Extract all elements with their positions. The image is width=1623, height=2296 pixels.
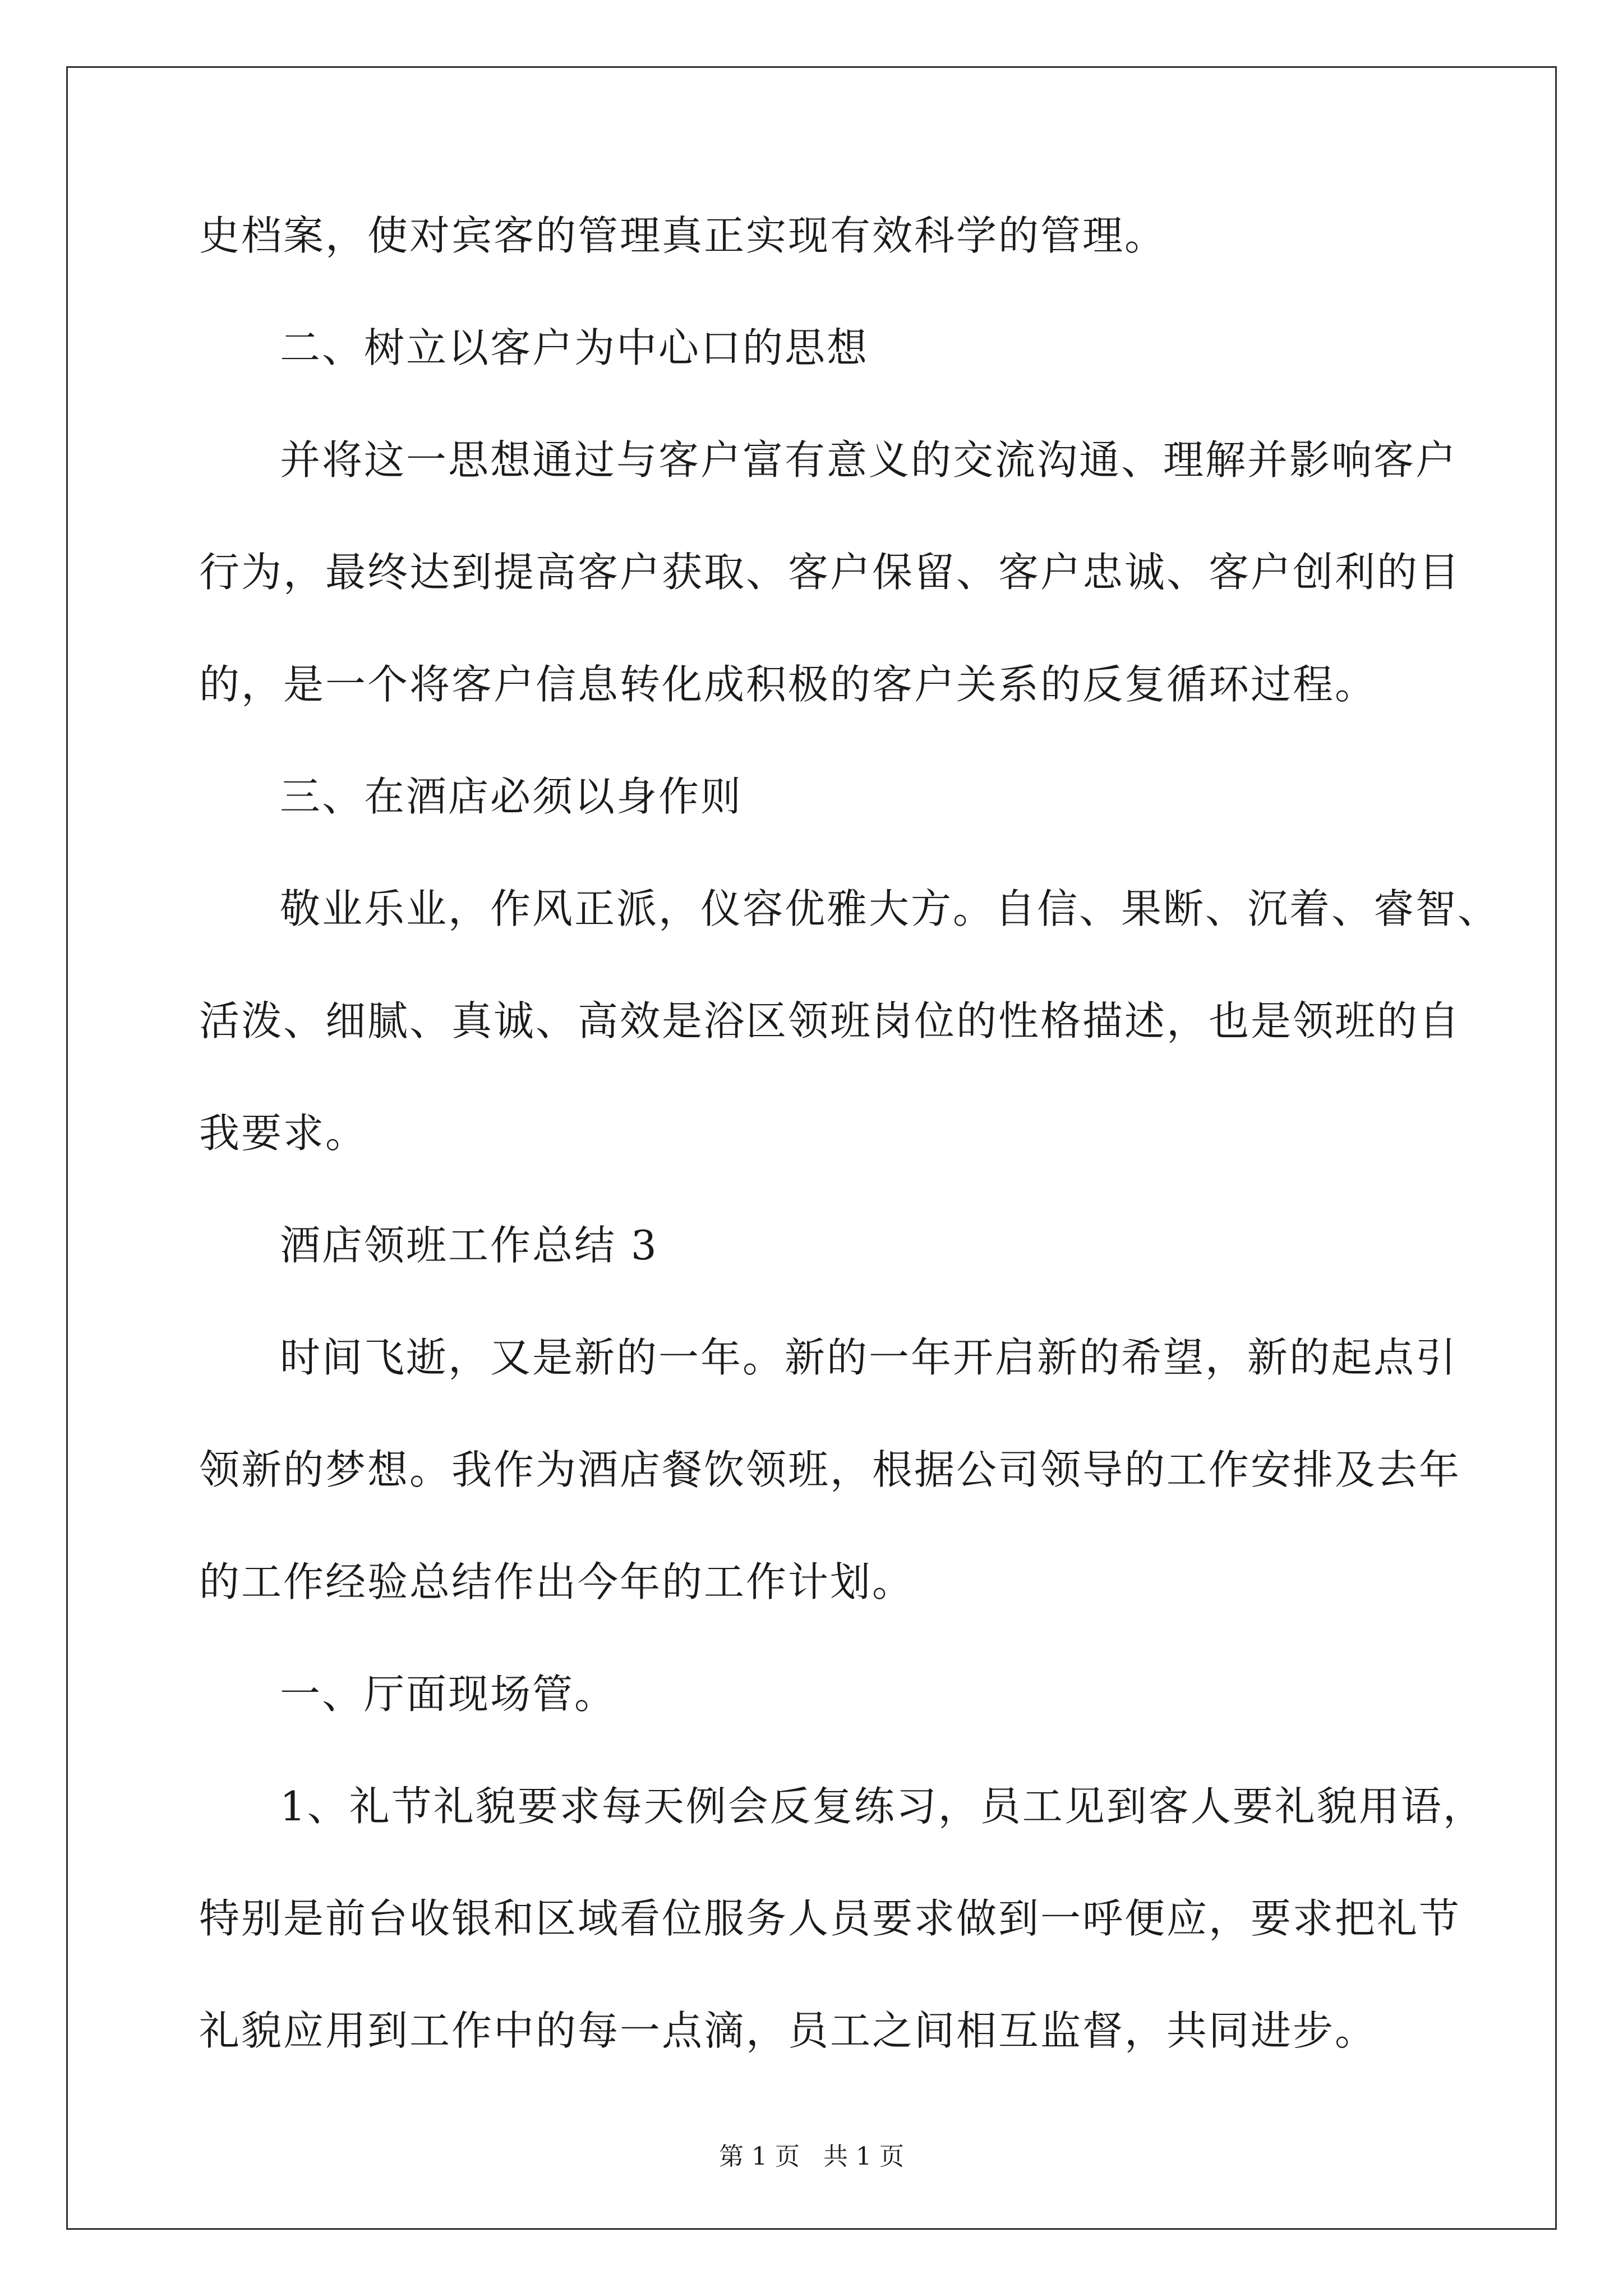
- text-line-17: 礼貌应用到工作中的每一点滴，员工之间相互监督，共同进步。: [199, 2007, 1377, 2054]
- text-line-5: 的，是一个将客户信息转化成积极的客户关系的反复循环过程。: [199, 661, 1377, 708]
- text-line-15: 1、礼节礼貌要求每天例会反复练习，员工见到客人要礼貌用语，: [280, 1783, 1485, 1830]
- text-line-3: 并将这一思想通过与客户富有意义的交流沟通、理解并影响客户: [280, 436, 1458, 484]
- section-heading-3: 三、在酒店必须以身作则: [280, 773, 743, 820]
- article-title: 酒店领班工作总结 3: [280, 1222, 658, 1269]
- section-heading-1: 一、厅面现场管。: [280, 1671, 617, 1718]
- text-line-7: 敬业乐业，作风正派，仪容优雅大方。自信、果断、沉着、睿智、: [280, 885, 1500, 932]
- text-line-13: 的工作经验总结作出今年的工作计划。: [199, 1558, 915, 1605]
- text-line-8: 活泼、细腻、真诚、高效是浴区领班岗位的性格描述，也是领班的自: [199, 997, 1461, 1045]
- text-line-1: 史档案，使对宾客的管理真正实现有效科学的管理。: [199, 212, 1167, 259]
- text-line-12: 领新的梦想。我作为酒店餐饮领班，根据公司领导的工作安排及去年: [199, 1446, 1461, 1493]
- text-line-16: 特别是前台收银和区域看位服务人员要求做到一呼便应，要求把礼节: [199, 1895, 1461, 1942]
- page-number: 第 1 页: [719, 2142, 800, 2171]
- text-line-4: 行为，最终达到提高客户获取、客户保留、客户忠诚、客户创利的目: [199, 549, 1461, 596]
- section-heading-2: 二、树立以客户为中心口的思想: [280, 324, 869, 371]
- text-line-9: 我要求。: [199, 1110, 368, 1157]
- page-footer: [0, 2140, 1623, 2174]
- page-total: 共 1 页: [823, 2142, 904, 2171]
- text-line-11: 时间飞逝，又是新的一年。新的一年开启新的希望，新的起点引: [280, 1334, 1458, 1381]
